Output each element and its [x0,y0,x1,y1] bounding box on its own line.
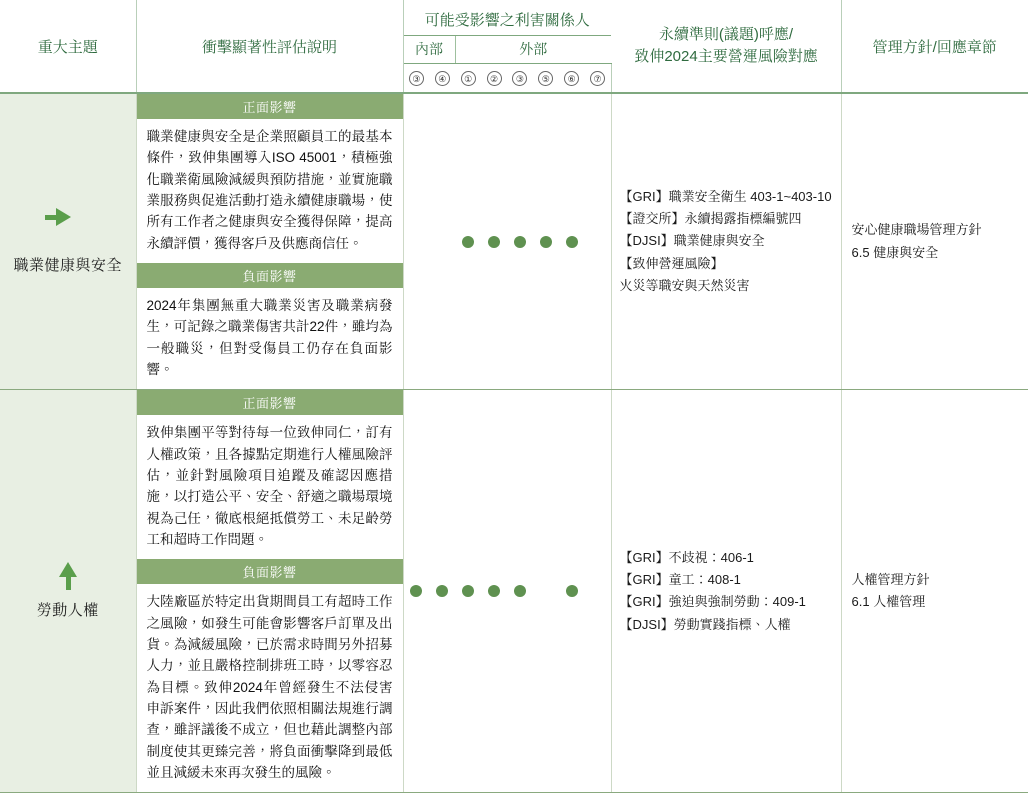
policy-line: 6.5 健康與安全 [851,244,939,260]
gri-cell [611,390,841,793]
stakeholder-dot [462,585,474,597]
header-stakeholder-numbers [403,64,611,94]
stakeholder-dot [566,236,578,248]
dot-slot [404,585,430,597]
header-internal: 內部 [403,36,455,64]
gri-line: 【GRI】童工：408-1 [619,571,741,587]
stakeholder-dots-cell [403,390,611,793]
dot-slot [455,236,481,248]
stakeholder-dot [540,236,552,248]
stakeholder-number: ⑥ [559,71,585,86]
policy-line: 6.1 人權管理 [851,594,926,610]
header-description: 衝擊顯著性評估說明 [136,0,403,93]
stakeholder-dot [436,585,448,597]
stakeholder-dot [488,236,500,248]
policy-cell [841,93,1028,390]
stakeholder-dot [488,585,500,597]
dot-slot [481,236,507,248]
header-topic: 重大主題 [0,0,136,93]
dot-slot [507,236,533,248]
stakeholder-dot [514,585,526,597]
dot-slot [481,585,507,597]
arrow-right-icon [56,208,71,226]
header-gri-line2: 致伸2024主要營運風險對應 [634,48,818,65]
topic-label: 勞動人權 [36,602,99,620]
dot-slot [559,585,585,597]
stakeholder-number: ⑤ [533,71,559,86]
header-stakeholders: 可能受影響之利害關係人 [403,0,611,36]
gri-line: 【DJSI】職業健康與安全 [619,233,765,249]
negative-impact-band: 負面影響 [137,263,403,288]
description-cell [136,390,403,793]
gri-line: 【GRI】不歧視：406-1 [619,549,754,565]
negative-impact-band: 負面影響 [137,559,403,584]
positive-impact-text: 職業健康與安全是企業照顧員工的最基本條件，致伸集團導入ISO 45001，積極強化職業衛風險減緩與預防措施，並實施職業服務與促進活動打造永續健康職場，使所有工作者之健康與安全獲得保障，提高永續評價，獲得客戶及供應商信任。 [146,129,393,251]
gri-line: 【DJSI】勞動實踐指標、人權 [619,616,791,632]
header-external: 外部 [455,36,611,64]
topic-cell-occupational-health [0,93,136,390]
policy-line: 人權管理方針 [851,571,930,587]
table-header [0,0,1028,93]
table-row [0,390,1028,793]
header-policy: 管理方針/回應章節 [841,0,1028,93]
policy-line: 安心健康職場管理方針 [851,222,982,238]
gri-line: 火災等職安與天然災害 [619,278,750,294]
stakeholder-dot [410,585,422,597]
dot-slot [429,585,455,597]
stakeholder-dot [514,236,526,248]
positive-impact-band: 正面影響 [137,390,403,415]
positive-impact-band: 正面影響 [137,94,403,119]
positive-impact-text: 致伸集團平等對待每一位致伸同仁，訂有人權政策，且各據點定期進行人權風險評估，並針對風險項目追蹤及確認因應措施，以打造公平、安全、舒適之職場環境視為己任，徹底根絕抵償勞工、未足齡勞工和超時工作問題。 [146,425,393,547]
dot-slot [455,585,481,597]
stakeholder-number: ① [455,71,481,86]
topic-cell-labor-human-rights [0,390,136,793]
stakeholder-dot [566,585,578,597]
gri-line: 【致伸營運風險】 [619,255,724,271]
dot-slot [507,585,533,597]
stakeholder-dots-cell [403,93,611,390]
stakeholder-number: ② [481,71,507,86]
stakeholder-dot [462,236,474,248]
header-gri [611,0,841,93]
dot-slot [559,236,585,248]
arrow-up-icon [59,562,77,577]
negative-impact-text: 大陸廠區於特定出貨期間員工有超時工作之風險，如發生可能會影響客戶訂單及出貨。為減緩風險，已於需求時間另外招募人力，並且嚴格控制排班工時，以零容忍為目標。致伸2024年曾經發生不法侵害申訴案件，因此我們依照相關法規進行調查，雖評議後不成立，但也藉此調整內部制度使其更臻完善，將負面衝擊降到最低並且減緩未來再次發生的風險。 [146,594,393,780]
topic-label: 職業健康與安全 [13,257,122,275]
stakeholder-number: ④ [429,71,455,86]
stakeholder-number: ③ [507,71,533,86]
gri-cell [611,93,841,390]
table-body [0,93,1028,793]
gri-line: 【GRI】強迫與強制勞動：409-1 [619,594,806,610]
table-row [0,93,1028,390]
header-gri-line1: 永續準則(議題)呼應/ [658,25,794,43]
stakeholder-number: ⑦ [585,71,611,86]
description-cell [136,93,403,390]
stakeholder-number: ③ [404,71,430,86]
dot-slot [533,236,559,248]
gri-line: 【證交所】永續揭露指標編號四 [619,211,802,227]
policy-cell [841,390,1028,793]
negative-impact-text: 2024年集團無重大職業災害及職業病發生，可記錄之職業傷害共計22件，雖均為一般職災，但對受傷員工仍存在負面影響。 [146,297,393,377]
gri-line: 【GRI】職業安全衛生 403-1~403-10 [619,188,832,204]
